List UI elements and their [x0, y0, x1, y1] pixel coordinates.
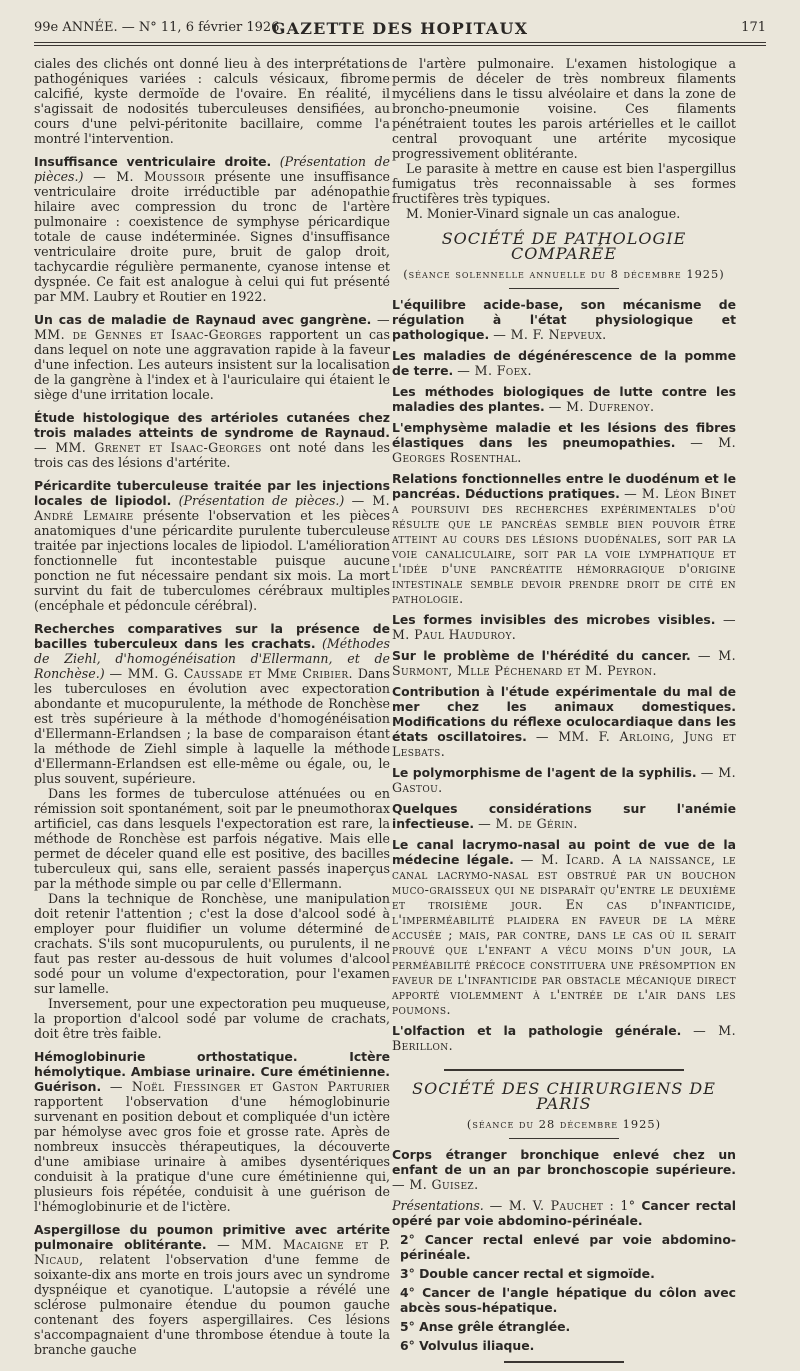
entry-note: (Présentation de pièces.): [178, 493, 345, 508]
presentations-first: Cancer rectal opéré par voie abdomino-périnéale.: [392, 1198, 736, 1228]
presentation-item: 2° Cancer rectal enlevé par voie abdomino-périnéale.: [400, 1232, 736, 1262]
page-number: 171: [741, 20, 766, 35]
entry-body: rapportent l'observation d'une hémoglobinurie survenant en position debout et compliquée d'un ictère par hémolyse avec gros foie et grosse rate. Après de nombreux insuccès thérapeutiques, la découverte d'une amibiase urinaire à amibes dysentériques conduisit à la pratique d'une cure émétinienne qui, plusieurs fois répétée, conduisit à une guérison de l'hémoglobinurie et de l'ictère.: [34, 1094, 390, 1214]
header-rule: [34, 42, 766, 43]
entry-title: L'équilibre acide-base, son mécanisme de régulation à l'état physiologique et pathologique.: [392, 297, 736, 342]
entry-title: Quelques considérations sur l'anémie infectieuse.: [392, 801, 736, 831]
section-divider: [509, 1138, 619, 1139]
entry-body: rapportent un cas dans lequel on note une aggravation rapide à la faveur d'une infection. Les auteurs insistent sur la localisation de la gangrène à l'index et à l'auriculaire qui étaient le siège d'une irritation locale.: [34, 327, 390, 402]
communication-entry: [34, 154, 390, 304]
header-rule-double: [34, 45, 766, 46]
chirurgie-first-entry: [392, 1147, 736, 1192]
right-intro: [392, 56, 736, 221]
society-items-pathologie: [392, 297, 736, 1053]
entry-title: Le polymorphisme de l'agent de la syphilis.: [392, 765, 697, 780]
entry-author: — MM. Grenet et Isaac-Georges: [34, 440, 262, 455]
paragraph: Inversement, pour une expectoration peu muqueuse, la proportion d'alcool sodé par volume de crachats, doit être très faible.: [34, 996, 390, 1041]
communication-entry: [34, 478, 390, 613]
entry-title: L'olfaction et la pathologie générale.: [392, 1023, 682, 1038]
paragraph: Dans la technique de Ronchèse, une manipulation doit retenir l'attention ; c'est la dose d'alcool sodé à employer pour fluidifier un volume déterminé de crachats. S'ils sont mucopurulents, ou purulents, il ne faut pas rester au-dessous de huit volumes d'alcool sodé pour un volume d'expectoration, pour l'examen sur lamelle.: [34, 891, 390, 996]
entry-body: présente l'observation et les pièces anatomiques d'une péricardite purulente tuberculeuse traitée par injections locales de lipiodol. L'amélioration fonctionnelle fut incontestable puisque aucune ponction ne fut nécessaire pendant six mois. La mort survint du fait de tuberculomes cérébraux multiples (encéphale et pédoncule cérébral).: [34, 508, 390, 613]
entry-title: Sur le problème de l'hérédité du cancer.: [392, 648, 691, 663]
society-item: [392, 648, 736, 678]
entry-title: Le canal lacrymo-nasal au point de vue de la médecine légale.: [392, 837, 736, 867]
communication-entry: [34, 621, 390, 786]
society-item: [392, 384, 736, 414]
society-item: [392, 1023, 736, 1053]
entry-author: — M. Dufrenoy.: [548, 399, 655, 414]
entry-author: — MM. G. Caussade et Mme Cribier.: [109, 666, 353, 681]
right-column: [392, 56, 736, 1371]
entry-note: (Présentation de pièces.): [34, 154, 390, 184]
edition-info: 99e ANNÉE. — N° 11, 6 février 1926.: [34, 20, 284, 35]
entry-title: Insuffisance ventriculaire droite.: [34, 154, 272, 169]
entry-author: — M. Guisez.: [392, 1177, 479, 1192]
presentations-label: Présentations.: [392, 1198, 484, 1213]
entry-title: Étude histologique des artérioles cutanées chez trois malades atteints de syndrome de Raynaud.: [34, 410, 390, 440]
entry-title: Recherches comparatives sur la présence de bacilles tuberculeux dans les crachats.: [34, 621, 390, 651]
paragraph: Le parasite à mettre en cause est bien l'aspergillus fumigatus très reconnaissable à ses formes fructifères très typiques.: [392, 161, 736, 206]
entry-author: — M. Léon Binet a poursuivi des recherches expérimentales d'où résulte que le pancréas semble bien pouvoir être atteint au cours des lésions duodénales, soit par la voie canaliculaire, soit par la voie lymphatique et l'idée d'une pancréatite hémorragique d'origine intestinale semble devoir prendre droit de cité en pathologie.: [392, 486, 736, 606]
society-item: [392, 801, 736, 831]
entry-title: Les méthodes biologiques de lutte contre les maladies des plantes.: [392, 384, 736, 414]
presentation-item: 4° Cancer de l'angle hépatique du côlon avec abcès sous-hépatique.: [400, 1285, 736, 1315]
left-column: [34, 56, 390, 1357]
entry-title: Hémoglobinurie orthostatique. Ictère hémolytique. Ambiase urinaire. Cure émétinienne. Guérison.: [34, 1049, 390, 1094]
paragraph: M. Monier-Vinard signale un cas analogue.: [406, 206, 681, 221]
section-divider: [504, 1361, 624, 1363]
entry-author: — M. Paul Hauduroy.: [392, 612, 736, 642]
paragraph: de l'artère pulmonaire. L'examen histologique a permis de déceler de très nombreux filaments mycéliens dans le tissu alvéolaire et dans la zone de broncho-pneumonie voisine. Ces filaments pénétraient toutes les parois artérielles et le caillot central provoquant une artérite mycosique progressivement oblitérante.: [392, 56, 736, 161]
presentations-author: — M. V. Pauchet : 1°: [489, 1198, 636, 1213]
society-item: [392, 471, 736, 606]
entry-title: Un cas de maladie de Raynaud avec gangrène.: [34, 312, 372, 327]
entry-title: Aspergillose du poumon primitive avec artérite pulmonaire oblitérante.: [34, 1222, 390, 1252]
society-title-chirurgiens: SOCIÉTÉ DES CHIRURGIENS DE PARIS: [412, 1079, 716, 1113]
entry-author: — MM. Macaigne et P. Nicaud,: [34, 1237, 390, 1267]
entry-author: — M. Moussoir: [93, 169, 205, 184]
presentations-list: [392, 1232, 736, 1353]
presentation-item: 6° Volvulus iliaque.: [400, 1338, 535, 1353]
society-item: [392, 612, 736, 642]
communication-entry: [34, 1222, 390, 1357]
entry-title: Relations fonctionnelles entre le duodénum et le pancréas. Déductions pratiques.: [392, 471, 736, 501]
presentation-item: 3° Double cancer rectal et sigmoïde.: [400, 1266, 655, 1281]
society-title-pathologie: SOCIÉTÉ DE PATHOLOGIE COMPARÉE: [441, 229, 687, 263]
entry-body: ont noté dans les trois cas des lésions d'artérite.: [34, 440, 390, 470]
entry-author: — M. Georges Rosenthal.: [392, 435, 736, 465]
presentations-entry: [392, 1198, 736, 1228]
society-item: [392, 765, 736, 795]
entry-author: — MM. F. Arloing, Jung et Lesbats.: [392, 729, 736, 759]
communication-entry: [34, 312, 390, 402]
entry-author: — M. Gastou.: [392, 765, 736, 795]
section-divider: [509, 288, 619, 289]
entry-title: Péricardite tuberculeuse traitée par les injections locales de lipiodol.: [34, 478, 390, 508]
journal-title: GAZETTE DES HOPITAUX: [271, 19, 529, 38]
intro-text: ciales des clichés ont donné lieu à des interprétations pathogéniques variées : calculs vésicaux, fibrome calcifié, kyste dermoïde de l'ovaire. En réalité, il s'agissait de nodosités tuberculeuses densifiées, au cours d'une pelvi-péritonite bacillaire, comme l'a montré l'intervention.: [34, 56, 390, 146]
entry-body: Dans les tuberculoses en évolution avec expectoration abondante et mucopurulente, la méthode de Ronchèse est très supérieure à la méthode d'homogénéisation d'Ellermann-Erlandsen ; la base de comparaison étant la méthode de Ziehl simple à laquelle la méthode d'Ellermann-Erlandsen est elle-même ou égale, ou, le plus souvent, supérieure.: [34, 666, 390, 786]
entry-author: — M. Berillon.: [392, 1023, 736, 1053]
entry-author: — M. André Lemaire: [34, 493, 390, 523]
entry-title: L'emphysème maladie et les lésions des fibres élastiques dans les pneumopathies.: [392, 420, 736, 450]
entry-title: Contribution à l'étude expérimentale du mal de mer chez les animaux domestiques. Modifications du réflexe oculocardiaque dans les états oscillatoires.: [392, 684, 736, 744]
entry-author: — M. Foex.: [457, 363, 532, 378]
communication-entry: [34, 410, 390, 470]
presentation-item: 5° Anse grêle étranglée.: [400, 1319, 571, 1334]
entry-author: — Noël Fiessinger et Gaston Parturier: [109, 1079, 390, 1094]
entry-author: — MM. de Gennes et Isaac-Georges: [34, 312, 390, 342]
section-divider: [444, 1069, 684, 1071]
page-header: [34, 14, 766, 40]
society-subtitle-chirurgiens: (séance du 28 décembre 1925): [466, 1117, 662, 1131]
society-item: [392, 420, 736, 465]
entry-title: Les formes invisibles des microbes visibles.: [392, 612, 716, 627]
entry-title: Les maladies de dégénérescence de la pomme de terre.: [392, 348, 736, 378]
entry-author: — M. de Gérin.: [478, 816, 578, 831]
entry-author: — M. Surmont, Mlle Péchenard et M. Peyron.: [392, 648, 736, 678]
paragraph: Dans les formes de tuberculose atténuées ou en rémission soit spontanément, soit par le pneumothorax artificiel, cas dans lesquels l'expectoration est rare, la méthode de Ronchèse est parfois négative. Mais elle permet de déceler quand elle est positive, des bacilles tuberculeux qui, sans elle, seraient passés inaperçus par la méthode simple ou par celle d'Ellermann.: [34, 786, 390, 891]
entry-body: présente une insuffisance ventriculaire droite irréductible par adénopathie hilaire avec compression du tronc de l'artère pulmonaire : coexistence de symphyse péricardique totale de cause indéterminée. Signes d'insuffisance ventriculaire droite pure, bruit de galop droit, tachycardie régulière permanente, cyanose intense et dyspnée. Ce fait est analogue à celui qui fut présenté par MM. Laubry et Routier en 1922.: [34, 169, 390, 304]
society-item: [392, 837, 736, 1017]
society-item: [392, 297, 736, 342]
entry-author: — M. Icard. A la naissance, le canal lacrymo-nasal est obstrué par un bouchon muco-graisseux qui ne disparaît qu'entre le deuxième et troisième jour. En cas d'infanticide, l'imperméabilité plaidera en faveur de la mère accusée ; mais, par contre, dans le cas où il serait prouvé que l'enfant a vécu moins d'un jour, la perméabilité précoce constituera une présomption en faveur de l'infanticide par obstacle mécanique direct apporté violemment à l'entrée de l'air dans les poumons.: [392, 852, 736, 1017]
entry-body: relatent l'observation d'une femme de soixante-dix ans morte en trois jours avec un syndrome dyspnéique et cyanotique. L'autopsie a révélé une sclérose pulmonaire étendue du poumon gauche contenant des foyers aspergillaires. Ces lésions s'accompagnaient d'une thrombose étendue à toute la branche gauche: [34, 1252, 390, 1357]
society-item: [392, 684, 736, 759]
society-subtitle-pathologie: (séance solennelle annuelle du 8 décembre 1925): [403, 267, 725, 281]
society-item: [392, 348, 736, 378]
communication-entry: [34, 1049, 390, 1214]
entry-title: Corps étranger bronchique enlevé chez un enfant de un an par bronchoscopie supérieure.: [392, 1147, 736, 1177]
entry-author: — M. F. Nepveux.: [493, 327, 607, 342]
entry-note: (Méthodes de Ziehl, d'homogénéisation d'Ellermann, et de Ronchèse.): [34, 636, 390, 681]
